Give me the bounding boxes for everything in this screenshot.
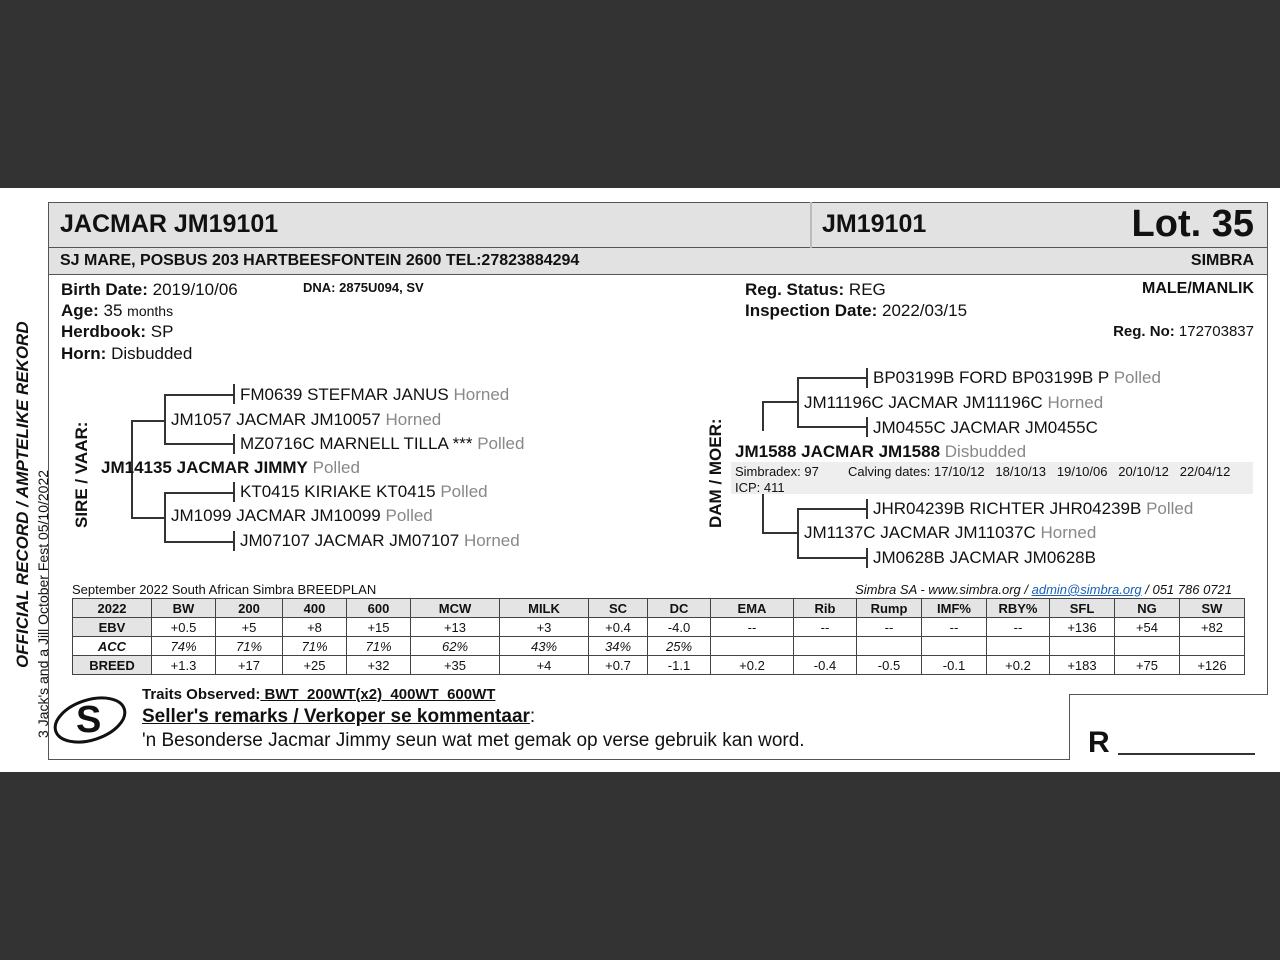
dam-gp1-tick bbox=[866, 368, 868, 388]
reg-no bbox=[1113, 323, 1254, 340]
sire-gp1-line bbox=[164, 394, 234, 396]
col-mcw: MCW bbox=[411, 599, 500, 618]
simbra-logo-icon bbox=[48, 688, 138, 748]
breed-row-label: BREED bbox=[73, 656, 152, 675]
ebv-cell: +54 bbox=[1115, 618, 1180, 637]
dam-name bbox=[735, 442, 1026, 462]
col-imf: IMF% bbox=[922, 599, 987, 618]
inspection-date-value: 2022/03/15 bbox=[881, 301, 968, 320]
reg-status-label: Reg. Status: bbox=[745, 280, 845, 299]
sire-gp4-line bbox=[164, 541, 234, 543]
age bbox=[61, 301, 173, 321]
breedplan-title: September 2022 South African Simbra BREEDPLAN bbox=[72, 582, 377, 597]
dam-p1-name: JM11196C JACMAR JM11196C bbox=[804, 393, 1043, 412]
sire-gp2-horn: Polled bbox=[477, 434, 525, 453]
dam-icp: ICP: 411 bbox=[735, 480, 785, 495]
breed-cell: +1.3 bbox=[152, 656, 216, 675]
dam-bracket-top bbox=[762, 401, 764, 431]
dam-p1 bbox=[804, 393, 1103, 413]
dam-p2-horn: Horned bbox=[1040, 523, 1097, 542]
sire-gp2-name: MZ0716C MARNELL TILLA *** bbox=[240, 434, 473, 453]
animal-name: JACMAR JM19101 bbox=[60, 210, 279, 238]
dam-gp3-tick bbox=[866, 499, 868, 519]
sire-p2-name: JM1099 JACMAR JM10099 bbox=[171, 506, 381, 525]
dam-p1-horn: Horned bbox=[1047, 393, 1104, 412]
acc-cell bbox=[794, 637, 857, 656]
ebv-cell: -4.0 bbox=[648, 618, 711, 637]
reg-status-value: REG bbox=[848, 280, 886, 299]
col-sfl: SFL bbox=[1050, 599, 1115, 618]
ebv-cell: +5 bbox=[216, 618, 283, 637]
sire-gp4 bbox=[240, 531, 520, 551]
dam-p2-name: JM1137C JACMAR JM11037C bbox=[804, 523, 1036, 542]
acc-cell bbox=[1050, 637, 1115, 656]
acc-cell bbox=[1180, 637, 1245, 656]
acc-cell: 43% bbox=[500, 637, 589, 656]
dam-calving-dates: Calving dates: 17/10/12 18/10/13 19/10/06 20/10/12 22/04/12 bbox=[848, 464, 1231, 479]
dam-gp2-name: JM0455C JACMAR JM0455C bbox=[873, 418, 1098, 437]
acc-cell bbox=[922, 637, 987, 656]
breed-cell: -0.5 bbox=[857, 656, 922, 675]
dam-gp3-line bbox=[797, 508, 867, 510]
reg-no-label: Reg. No: bbox=[1113, 323, 1175, 340]
reg-no-value: 172703837 bbox=[1178, 323, 1254, 340]
dam-gp3 bbox=[873, 499, 1193, 519]
breed-cell: +183 bbox=[1050, 656, 1115, 675]
sire-p1-horn: Horned bbox=[385, 410, 442, 429]
ebv-cell: +3 bbox=[500, 618, 589, 637]
dam-bracket-bottom bbox=[762, 493, 764, 533]
acc-cell: 71% bbox=[347, 637, 411, 656]
sire-bracket-top bbox=[131, 420, 165, 422]
dam-bracket-bottom-h bbox=[762, 532, 798, 534]
breed-cell: +35 bbox=[411, 656, 500, 675]
dam-gp2-line bbox=[797, 426, 867, 428]
dam-gp4 bbox=[873, 548, 1096, 568]
sire-gp3-horn: Polled bbox=[440, 482, 488, 501]
dna-info: DNA: 2875U094, SV bbox=[303, 280, 424, 295]
col-rump: Rump bbox=[857, 599, 922, 618]
herdbook bbox=[61, 322, 173, 342]
lot-number: Lot. 35 bbox=[1131, 203, 1254, 245]
price-currency: R bbox=[1088, 726, 1110, 759]
sire-gp1-name: FM0639 STEFMAR JANUS bbox=[240, 385, 449, 404]
dam-name-text: JM1588 JACMAR JM1588 bbox=[735, 442, 941, 461]
dam-simbradex: Simbradex: 97 bbox=[735, 464, 819, 479]
logo-letter: S bbox=[76, 699, 102, 741]
sire-p2 bbox=[171, 506, 433, 526]
ebv-cell: -- bbox=[987, 618, 1050, 637]
inspection-date bbox=[745, 301, 967, 321]
ebv-cell: -- bbox=[857, 618, 922, 637]
dam-gp1 bbox=[873, 368, 1161, 388]
sex-label: MALE/MANLIK bbox=[1142, 280, 1254, 297]
breed-cell: +0.7 bbox=[589, 656, 648, 675]
acc-row-label: ACC bbox=[73, 637, 152, 656]
dam-gp4-name: JM0628B JACMAR JM0628B bbox=[873, 548, 1096, 567]
acc-row bbox=[73, 637, 1245, 656]
dam-p2 bbox=[804, 523, 1096, 543]
contact-phone: / 051 786 0721 bbox=[1141, 582, 1232, 597]
remarks-label: Seller's remarks / Verkoper se kommentaar bbox=[142, 706, 530, 727]
sire-gp1-tick bbox=[233, 384, 235, 404]
age-value: 35 bbox=[103, 301, 123, 320]
acc-cell: 71% bbox=[216, 637, 283, 656]
reg-status bbox=[745, 280, 886, 300]
breed-cell: +126 bbox=[1180, 656, 1245, 675]
birth-date-label: Birth Date: bbox=[61, 280, 148, 299]
sire-gp4-horn: Horned bbox=[463, 531, 520, 550]
breed-cell: -0.4 bbox=[794, 656, 857, 675]
dam-p1-bracket bbox=[797, 377, 799, 427]
col-400: 400 bbox=[283, 599, 347, 618]
breed-cell: -1.1 bbox=[648, 656, 711, 675]
dam-gp4-line bbox=[797, 557, 867, 559]
breed-cell: -0.1 bbox=[922, 656, 987, 675]
contact-website: Simbra SA - www.simbra.org / bbox=[855, 582, 1032, 597]
breed-cell: +25 bbox=[283, 656, 347, 675]
breeder-info: SJ MARE, POSBUS 203 HARTBEESFONTEIN 2600 TEL:27823884294 bbox=[60, 252, 580, 269]
acc-cell bbox=[987, 637, 1050, 656]
breedplan-contact bbox=[855, 582, 1232, 597]
dam-gp1-name: BP03199B FORD BP03199B P bbox=[873, 368, 1109, 387]
breed-cell: +32 bbox=[347, 656, 411, 675]
dam-gp2 bbox=[873, 418, 1098, 438]
sire-gp4-tick bbox=[233, 531, 235, 551]
dam-gp1-horn: Polled bbox=[1113, 368, 1161, 387]
acc-cell bbox=[1115, 637, 1180, 656]
sire-p2-bracket bbox=[164, 492, 166, 542]
acc-cell bbox=[711, 637, 794, 656]
acc-cell: 62% bbox=[411, 637, 500, 656]
acc-cell: 71% bbox=[283, 637, 347, 656]
breed-row bbox=[73, 656, 1245, 675]
remarks-colon: : bbox=[529, 706, 536, 727]
col-milk: MILK bbox=[500, 599, 589, 618]
sire-name bbox=[101, 458, 360, 478]
ebv-cell: +136 bbox=[1050, 618, 1115, 637]
sire-gp3-name: KT0415 KIRIAKE KT0415 bbox=[240, 482, 436, 501]
ebv-header-row bbox=[73, 599, 1245, 618]
dam-bracket-top-h bbox=[762, 401, 798, 403]
herdbook-value: SP bbox=[150, 322, 174, 341]
col-200: 200 bbox=[216, 599, 283, 618]
sire-gp3 bbox=[240, 482, 488, 502]
age-unit: months bbox=[127, 303, 174, 319]
age-label: Age: bbox=[61, 301, 99, 320]
breed-cell: +17 bbox=[216, 656, 283, 675]
ebv-cell: +0.5 bbox=[152, 618, 216, 637]
seller-remarks-text: 'n Besonderse Jacmar Jimmy seun wat met gemak op verse gebruik kan word. bbox=[142, 730, 805, 751]
ebv-row-label: EBV bbox=[73, 618, 152, 637]
ebv-cell: +13 bbox=[411, 618, 500, 637]
col-rby: RBY% bbox=[987, 599, 1050, 618]
simbra-logo bbox=[48, 688, 138, 748]
horn bbox=[61, 344, 192, 364]
title-divider bbox=[810, 202, 812, 248]
breed-cell: +0.2 bbox=[711, 656, 794, 675]
col-year: 2022 bbox=[73, 599, 152, 618]
ebv-cell: +82 bbox=[1180, 618, 1245, 637]
breed-cell: +75 bbox=[1115, 656, 1180, 675]
ebv-row bbox=[73, 618, 1245, 637]
seller-remarks-heading bbox=[142, 706, 535, 728]
dam-label: DAM / MOER: bbox=[706, 418, 725, 528]
sire-label: SIRE / VAAR: bbox=[72, 421, 91, 528]
sire-gp3-line bbox=[164, 492, 234, 494]
ebv-cell: +15 bbox=[347, 618, 411, 637]
col-600: 600 bbox=[347, 599, 411, 618]
horn-value: Disbudded bbox=[111, 344, 193, 363]
col-ema: EMA bbox=[711, 599, 794, 618]
birth-date bbox=[61, 280, 238, 300]
dam-p2-bracket bbox=[797, 508, 799, 558]
ebv-table bbox=[72, 598, 1245, 675]
col-bw: BW bbox=[152, 599, 216, 618]
traits-value: BWT 200WT(x2) 400WT 600WT bbox=[260, 686, 496, 703]
inspection-date-label: Inspection Date: bbox=[745, 301, 878, 320]
col-sw: SW bbox=[1180, 599, 1245, 618]
ebv-cell: -- bbox=[794, 618, 857, 637]
dam-gp4-tick bbox=[866, 548, 868, 568]
dam-gp3-name: JHR04239B RICHTER JHR04239B bbox=[873, 499, 1142, 518]
traits-observed bbox=[142, 686, 495, 703]
ebv-cell: +0.4 bbox=[589, 618, 648, 637]
sire-gp2 bbox=[240, 434, 524, 454]
ebv-cell: +8 bbox=[283, 618, 347, 637]
sire-p1-name: JM1057 JACMAR JM10057 bbox=[171, 410, 381, 429]
acc-cell: 74% bbox=[152, 637, 216, 656]
contact-email-link[interactable]: admin@simbra.org bbox=[1031, 582, 1142, 597]
birth-date-value: 2019/10/06 bbox=[152, 280, 238, 299]
dam-gp3-horn: Polled bbox=[1146, 499, 1194, 518]
sire-name-text: JM14135 JACMAR JIMMY bbox=[101, 458, 308, 477]
col-rib: Rib bbox=[794, 599, 857, 618]
dam-gp1-line bbox=[797, 377, 867, 379]
ebv-cell: -- bbox=[922, 618, 987, 637]
sire-gp3-tick bbox=[233, 482, 235, 502]
horn-label: Horn: bbox=[61, 344, 107, 363]
traits-label: Traits Observed: bbox=[142, 686, 261, 703]
ebv-cell: -- bbox=[711, 618, 794, 637]
sire-p1-bracket bbox=[164, 394, 166, 444]
sire-p2-horn: Polled bbox=[385, 506, 433, 525]
col-dc: DC bbox=[648, 599, 711, 618]
acc-cell bbox=[857, 637, 922, 656]
breed-label: SIMBRA bbox=[1190, 252, 1254, 269]
herdbook-label: Herdbook: bbox=[61, 322, 146, 341]
col-sc: SC bbox=[589, 599, 648, 618]
sire-gp2-line bbox=[164, 443, 234, 445]
animal-id: JM19101 bbox=[822, 210, 927, 238]
sire-gp4-name: JM07107 JACMAR JM07107 bbox=[240, 531, 460, 550]
sale-name: 3 Jack's and a Jill October Fest 05/10/2022 bbox=[35, 469, 51, 738]
sire-bracket-bottom bbox=[131, 517, 165, 519]
sire-gp1-horn: Horned bbox=[453, 385, 510, 404]
dam-gp2-tick bbox=[866, 417, 868, 437]
acc-cell: 34% bbox=[589, 637, 648, 656]
breed-cell: +0.2 bbox=[987, 656, 1050, 675]
acc-cell: 25% bbox=[648, 637, 711, 656]
sire-gp1 bbox=[240, 385, 509, 405]
col-ng: NG bbox=[1115, 599, 1180, 618]
sire-name-horn: Polled bbox=[312, 458, 360, 477]
breed-cell: +4 bbox=[500, 656, 589, 675]
sire-p1 bbox=[171, 410, 441, 430]
dam-name-horn: Disbudded bbox=[944, 442, 1027, 461]
sire-gp2-tick bbox=[233, 434, 235, 454]
price-line[interactable] bbox=[1118, 753, 1255, 755]
lot-card bbox=[0, 188, 1280, 772]
official-record-label: OFFICIAL RECORD / AMPTELIKE REKORD bbox=[13, 321, 32, 668]
